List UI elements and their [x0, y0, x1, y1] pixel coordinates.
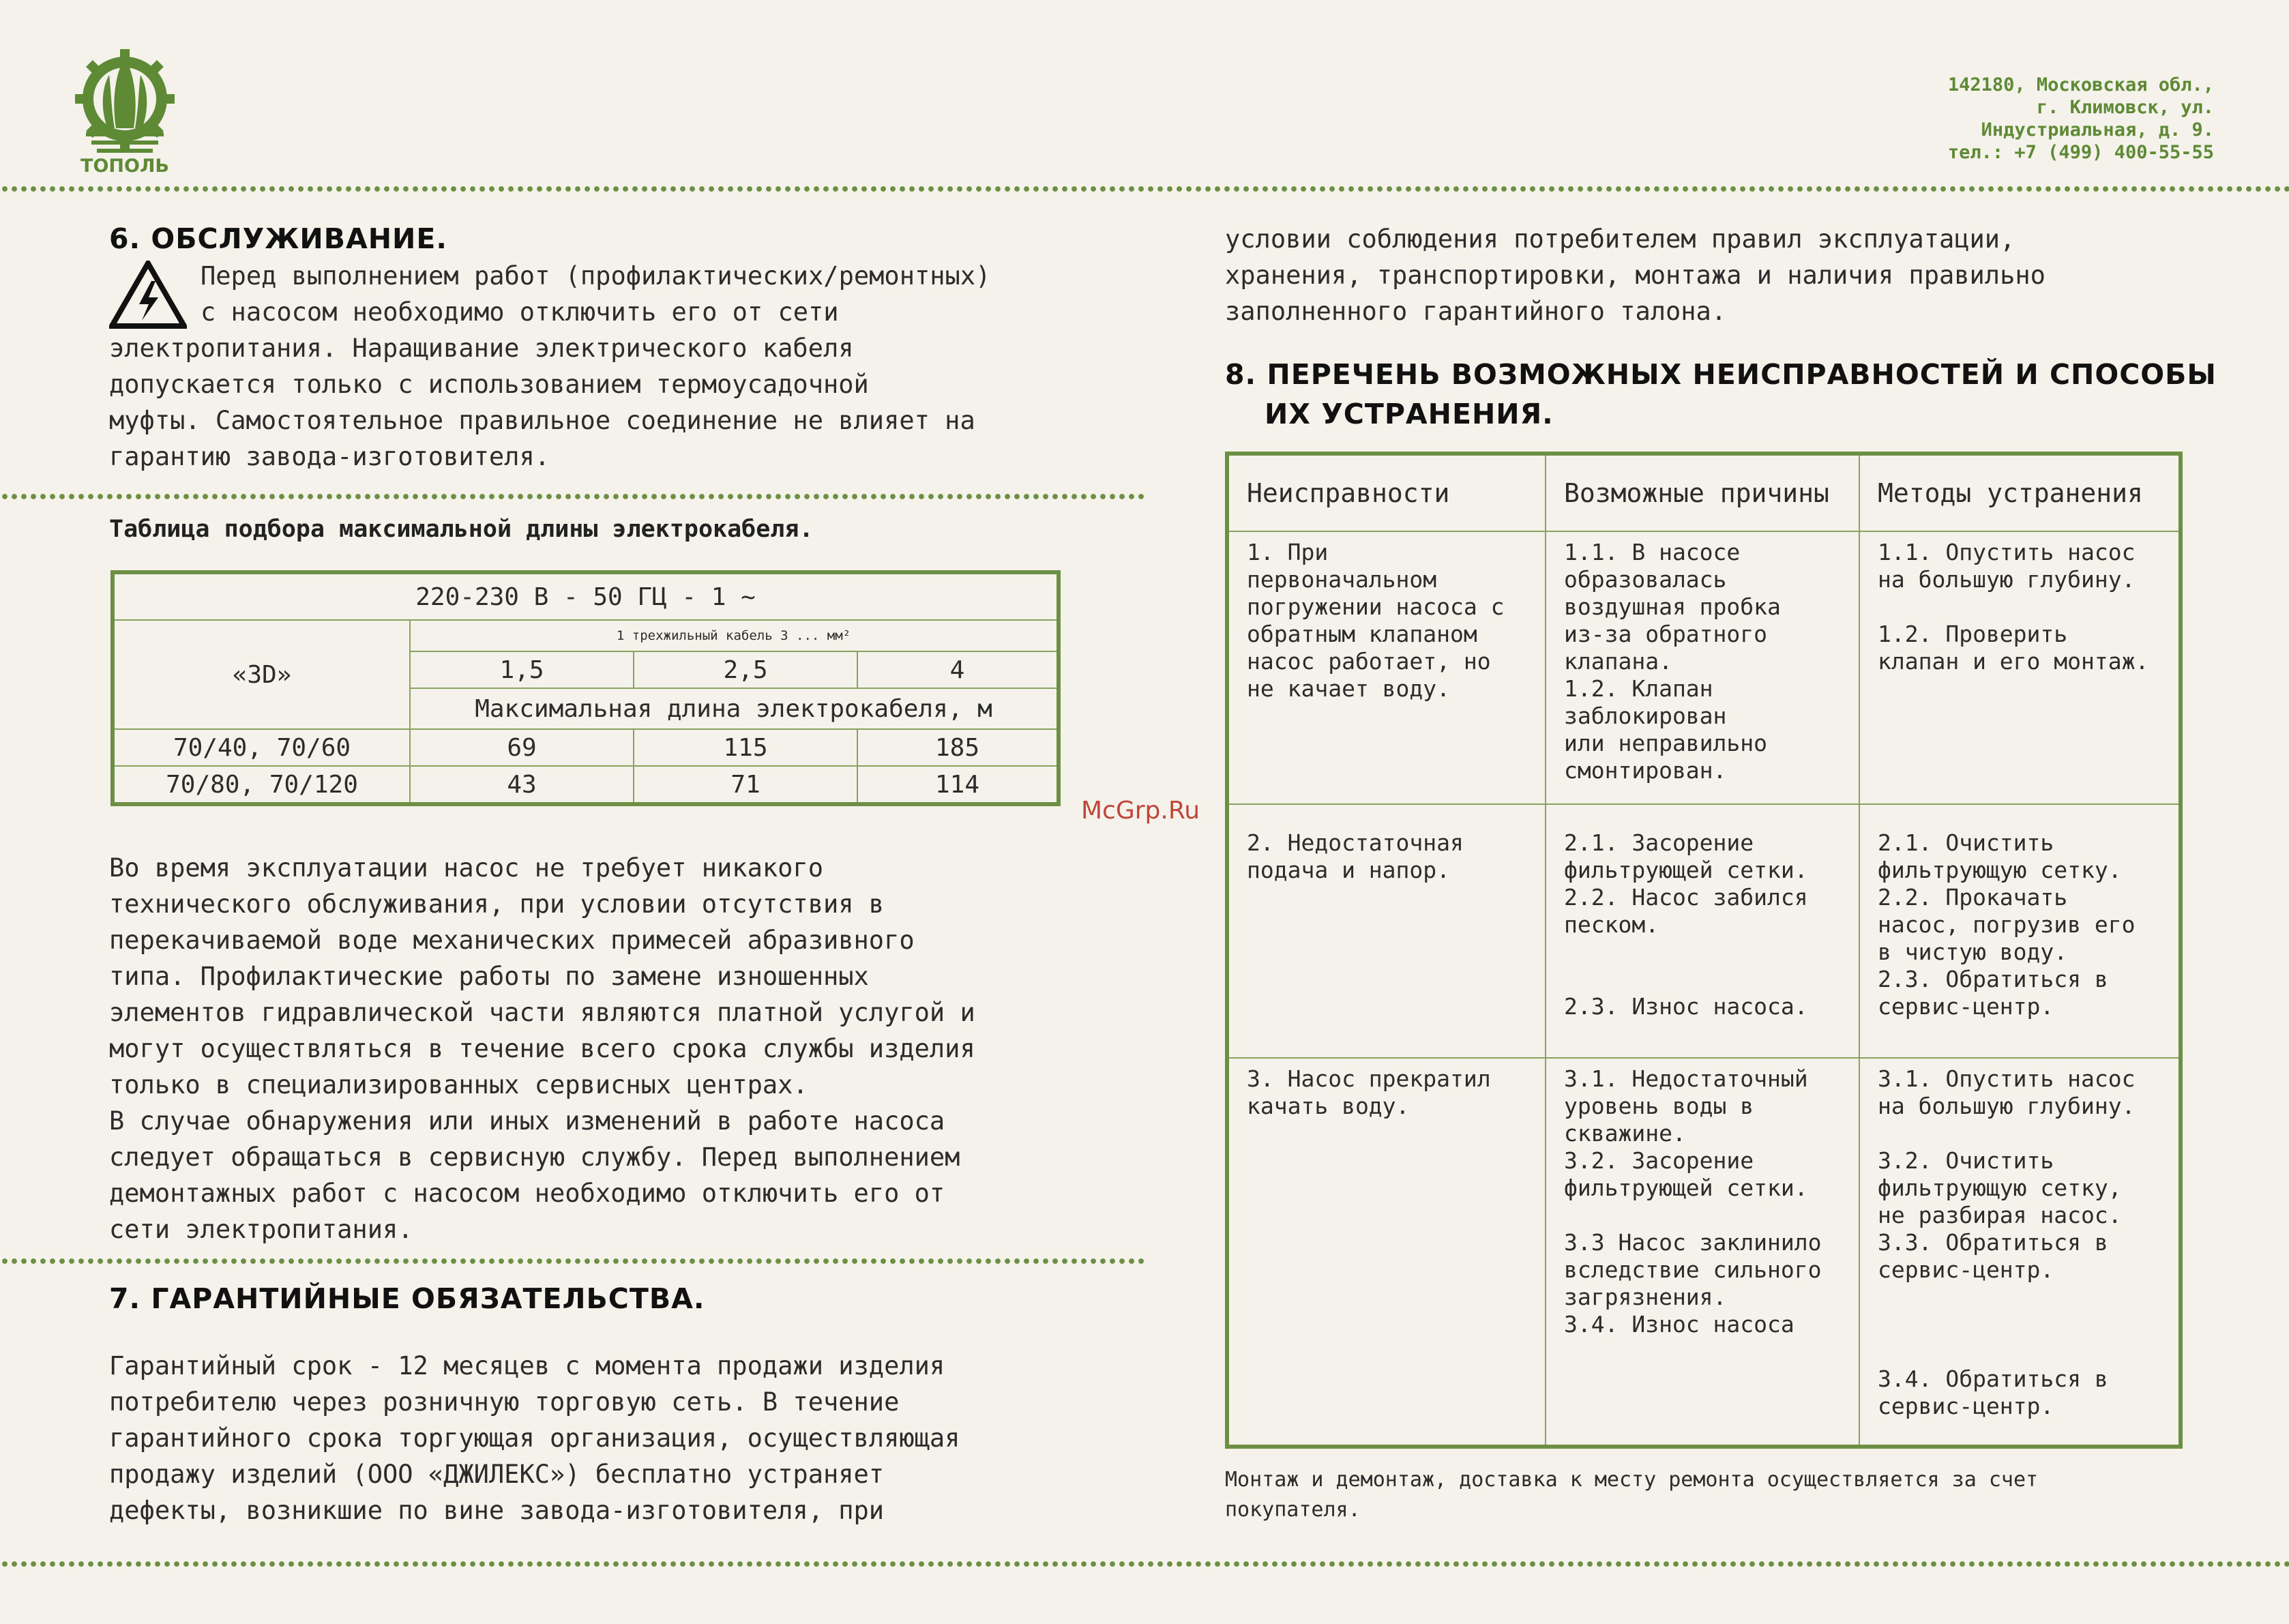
company-address — [1737, 74, 2214, 164]
cell-line: смонтирован. — [1564, 757, 1727, 784]
text-line: следует обращаться в сервисную службу. Перед выполнением — [109, 1142, 960, 1172]
section-6-title: 6. ОБСЛУЖИВАНИЕ. — [109, 222, 447, 255]
text-line: гарантию завода-изготовителя. — [109, 442, 550, 471]
cell-line: вследствие сильного — [1564, 1256, 1822, 1283]
cell-line: 2.2. Насос забился — [1564, 884, 1808, 911]
cell-line: фильтрующую сетку, — [1878, 1175, 2122, 1201]
text-line: Перед выполнением работ (профилактических/ремонтных) — [201, 261, 991, 291]
cell-line: подача и напор. — [1247, 857, 1451, 883]
cell-line: фильтрующую сетку. — [1878, 857, 2122, 883]
cell-line: 3. Насос прекратил — [1247, 1065, 1491, 1092]
value-cell: 71 — [634, 766, 857, 804]
cell-line: клапана. — [1564, 648, 1672, 675]
text-line: потребителю через розничную торговую сеть. В течение — [109, 1387, 900, 1417]
cell-line: 2.2. Прокачать — [1878, 884, 2068, 911]
value-cell: 115 — [634, 729, 857, 766]
cable-length-table — [110, 570, 1061, 806]
model-cell: 70/80, 70/120 — [113, 766, 410, 804]
table-row — [1227, 531, 2181, 804]
cell-line: 3.3 Насос заклинило — [1564, 1229, 1822, 1256]
cell-line: или неправильно — [1564, 730, 1768, 756]
cell-line: в чистую воду. — [1878, 939, 2068, 965]
header-fixes: Методы устранения — [1859, 454, 2181, 531]
text-line: только в специализированных сервисных центрах. — [109, 1070, 808, 1099]
text-line: с насосом необходимо отключить его от сети — [201, 297, 839, 327]
watermark: McGrp.Ru — [1081, 797, 1200, 825]
cell-line: 3.1. Опустить насос — [1878, 1065, 2136, 1092]
cell-line: 3.2. Засорение — [1564, 1147, 1754, 1174]
table-row — [113, 729, 1059, 766]
cell-line: 2.1. Очистить — [1878, 829, 2054, 856]
cell-line: 2. Недостаточная — [1247, 829, 1464, 856]
divider — [0, 1258, 1146, 1265]
fault-cell — [1227, 531, 1546, 804]
fault-cell — [1227, 1058, 1546, 1447]
cell-line: первоначальном — [1247, 566, 1437, 593]
cell-line: 2.1. Засорение — [1564, 829, 1754, 856]
section-8-title — [1225, 355, 2217, 434]
text-line: электропитания. Наращивание электрического кабеля — [109, 334, 854, 363]
cell-line: сервис-центр. — [1878, 1256, 2054, 1283]
text-line: типа. Профилактические работы по замене изношенных — [109, 962, 869, 991]
text-line: элементов гидравлической части являются платной услугой и — [109, 998, 975, 1027]
model-header: «3D» — [113, 620, 410, 729]
cell-line: 1.2. Проверить — [1878, 621, 2068, 647]
fix-cell — [1859, 1058, 2181, 1447]
text-line: хранения, транспортировки, монтажа и наличия правильно — [1225, 261, 2046, 290]
divider — [0, 186, 2289, 192]
text-line: технического обслуживания, при условии отсутствия в — [109, 889, 885, 919]
company-logo — [74, 48, 176, 181]
note-line: Монтаж и демонтаж, доставка к месту ремонта осуществляется за счет — [1225, 1468, 2039, 1492]
text-line: допускается только с использованием термоусадочной — [109, 370, 869, 399]
text-line: В случае обнаружения или иных изменений в работе насоса — [109, 1106, 945, 1136]
address-line: Индустриальная, д. 9. — [1981, 119, 2214, 141]
cell-line: 1.1. В насосе — [1564, 539, 1741, 565]
title-line: 8. ПЕРЕЧЕНЬ ВОЗМОЖНЫХ НЕИСПРАВНОСТЕЙ И СПОСОБЫ — [1225, 358, 2217, 391]
cell-line: не разбирая насос. — [1878, 1202, 2122, 1228]
divider — [0, 493, 1146, 500]
cell-line: из-за обратного — [1564, 621, 1768, 647]
cell-line: песком. — [1564, 911, 1659, 938]
text-line: Во время эксплуатации насос не требует никакого — [109, 853, 823, 883]
table-row — [1227, 1058, 2181, 1447]
section-7-body — [109, 1348, 1105, 1529]
model-cell: 70/40, 70/60 — [113, 729, 410, 766]
section-7-continued — [1225, 221, 2221, 329]
fix-cell — [1859, 804, 2181, 1058]
cell-line: погружении насоса с — [1247, 593, 1505, 620]
cell-line: насос, погрузив его — [1878, 911, 2136, 938]
repair-note — [1225, 1465, 2038, 1525]
cell-line: воздушная пробка — [1564, 593, 1781, 620]
cause-cell — [1546, 531, 1859, 804]
cell-line: 1.2. Клапан — [1564, 675, 1713, 702]
fault-cell — [1227, 804, 1546, 1058]
cell-line: сервис-центр. — [1878, 993, 2054, 1020]
section-6-intro — [109, 258, 1078, 475]
text-line: сети электропитания. — [109, 1215, 413, 1244]
text-line: могут осуществляться в течение всего срока службы изделия — [109, 1034, 975, 1063]
cell-line: качать воду. — [1247, 1093, 1410, 1119]
section-4: 4 — [857, 651, 1059, 688]
cell-line: 3.3. Обратиться в — [1878, 1229, 2108, 1256]
troubleshooting-table — [1225, 452, 2183, 1449]
cell-line: 3.4. Обратиться в — [1878, 1365, 2108, 1392]
cause-cell — [1546, 1058, 1859, 1447]
cell-line: 1. При — [1247, 539, 1329, 565]
title-line: ИХ УСТРАНЕНИЯ. — [1265, 398, 1554, 430]
note-line: покупателя. — [1225, 1498, 1361, 1522]
text-line: гарантийного срока торгующая организация, осуществляющая — [109, 1423, 960, 1453]
section-6-body — [109, 850, 1105, 1247]
value-cell: 69 — [410, 729, 634, 766]
cell-line: 2.3. Обратиться в — [1878, 966, 2108, 992]
text-line: заполненного гарантийного талона. — [1225, 297, 1727, 326]
length-header: Максимальная длина электрокабеля, м — [410, 688, 1059, 729]
cell-line: скважине. — [1564, 1120, 1686, 1147]
poplar-gear-icon — [74, 48, 176, 157]
cable-table-caption: Таблица подбора максимальной длины электрокабеля. — [109, 516, 814, 543]
section-2-5: 2,5 — [634, 651, 857, 688]
section-1-5: 1,5 — [410, 651, 634, 688]
cell-line: обратным клапаном — [1247, 621, 1477, 647]
value-cell: 114 — [857, 766, 1059, 804]
cell-line: образовалась — [1564, 566, 1727, 593]
cell-line: 3.4. Износ насоса — [1564, 1311, 1795, 1338]
cell-line: 2.3. Износ насоса. — [1564, 993, 1808, 1020]
text-line: Гарантийный срок - 12 месяцев с момента продажи изделия — [109, 1351, 945, 1381]
cause-cell — [1546, 804, 1859, 1058]
text-line: условии соблюдения потребителем правил эксплуатации, — [1225, 224, 2015, 254]
cell-line: уровень воды в — [1564, 1093, 1754, 1119]
cell-line: 1.1. Опустить насос — [1878, 539, 2136, 565]
cell-line: не качает воду. — [1247, 675, 1451, 702]
divider — [0, 1561, 2289, 1567]
table-row — [113, 766, 1059, 804]
section-7-title: 7. ГАРАНТИЙНЫЕ ОБЯЗАТЕЛЬСТВА. — [109, 1282, 705, 1315]
cell-line: насос работает, но — [1247, 648, 1491, 675]
cell-line: клапан и его монтаж. — [1878, 648, 2149, 675]
voltage-header: 220-230 В - 50 ГЦ - 1 ~ — [113, 572, 1059, 620]
logo-text: ТОПОЛЬ — [80, 156, 169, 177]
text-line: дефекты, возникшие по вине завода-изготовителя, при — [109, 1496, 885, 1525]
address-line: г. Климовск, ул. — [2036, 97, 2214, 118]
cell-line: фильтрующей сетки. — [1564, 857, 1808, 883]
header-faults: Неисправности — [1227, 454, 1546, 531]
cell-line: фильтрующей сетки. — [1564, 1175, 1808, 1201]
cell-line: заблокирован — [1564, 703, 1727, 729]
cell-line: 3.2. Очистить — [1878, 1147, 2054, 1174]
cable-note: 1 трехжильный кабель 3 ... мм² — [410, 620, 1059, 651]
text-line: продажу изделий (ООО «ДЖИЛЕКС») бесплатно устраняет — [109, 1460, 885, 1489]
table-row — [1227, 804, 2181, 1058]
phone-line: тел.: +7 (499) 400-55-55 — [1947, 142, 2214, 163]
cell-line: загрязнения. — [1564, 1284, 1727, 1310]
cell-line: сервис-центр. — [1878, 1393, 2054, 1419]
text-line: перекачиваемой воде механических примесей абразивного — [109, 926, 915, 955]
cell-line: на большую глубину. — [1878, 566, 2136, 593]
cell-line: на большую глубину. — [1878, 1093, 2136, 1119]
address-line: 142180, Московская обл., — [1947, 74, 2214, 95]
value-cell: 185 — [857, 729, 1059, 766]
cell-line: 3.1. Недостаточный — [1564, 1065, 1808, 1092]
text-line: демонтажных работ с насосом необходимо отключить его от — [109, 1179, 945, 1208]
text-line: муфты. Самостоятельное правильное соединение не влияет на — [109, 406, 975, 435]
value-cell: 43 — [410, 766, 634, 804]
header-causes: Возможные причины — [1546, 454, 1859, 531]
fix-cell — [1859, 531, 2181, 804]
